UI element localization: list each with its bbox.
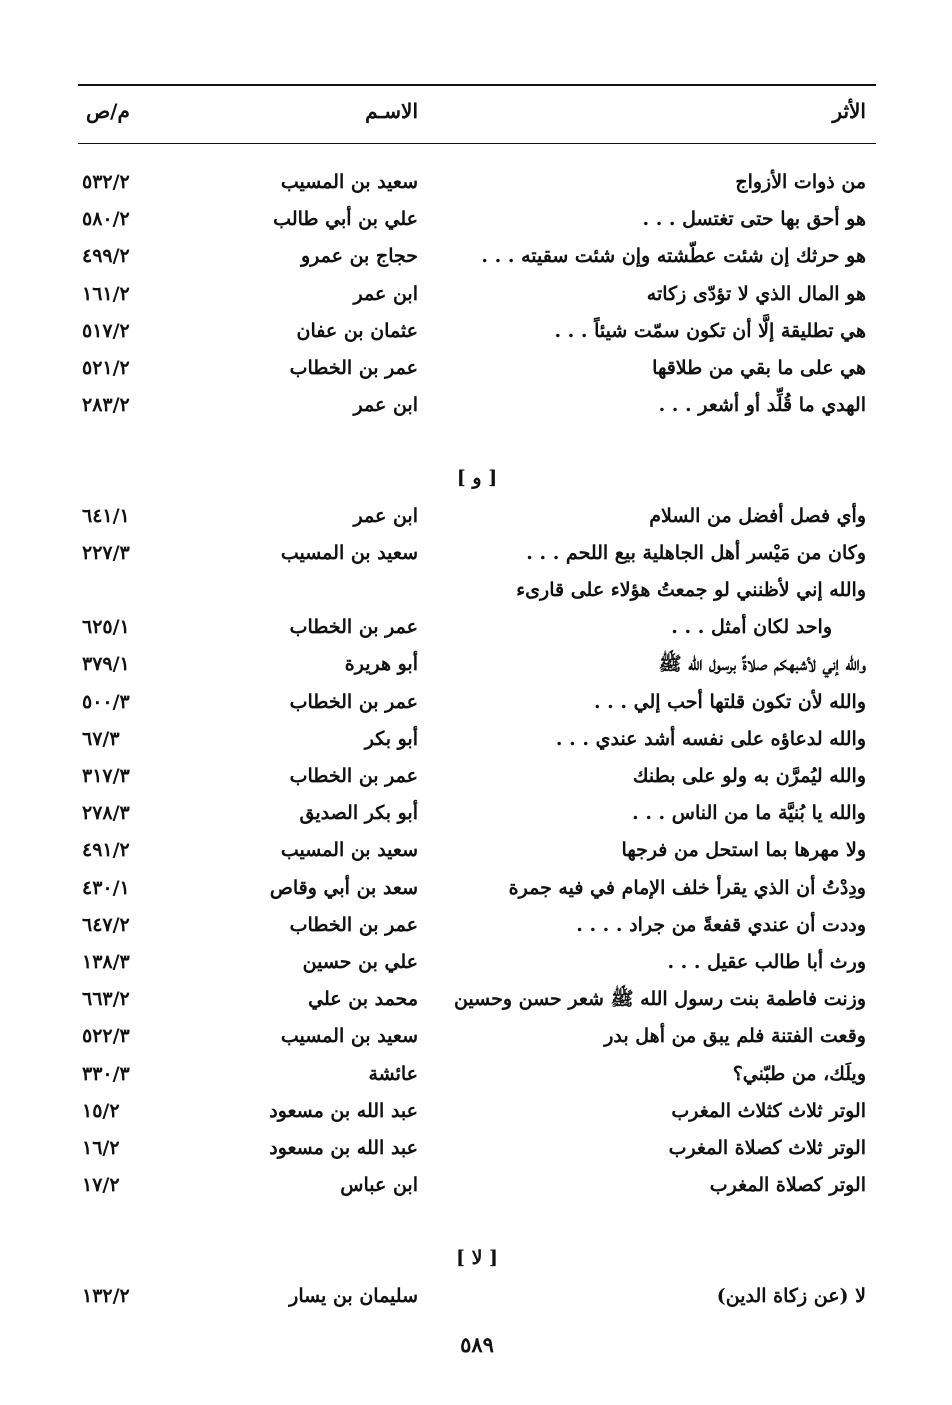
athar-text: وكان من مَيْسر أهل الجاهلية بيع اللحم . . .	[526, 541, 866, 564]
volume-page-ref: ٦٤١/١	[82, 504, 130, 527]
narrator-name: ابن عمر	[353, 282, 418, 305]
narrator-name: عمر بن الخطاب	[289, 616, 418, 639]
athar-text: الوتر ثلاث كثلاث المغرب	[671, 1099, 866, 1122]
narrator-name: عبد الله بن مسعود	[269, 1099, 418, 1122]
athar-text: هي تطليقة إلَّا أن تكون سمّت شيئاً . . .	[554, 319, 866, 342]
table-row	[78, 352, 876, 384]
table-row	[78, 278, 876, 310]
volume-page-ref: ٥٠٠/٣	[82, 690, 130, 713]
volume-page-ref: ١٥/٢	[82, 1099, 120, 1122]
section-heading: [ لا ]	[455, 1247, 499, 1270]
header-rule	[78, 143, 876, 144]
header-athar: الأثر	[832, 99, 866, 123]
narrator-name: سعيد بن المسيب	[280, 541, 418, 564]
volume-page-ref: ٥٢١/٢	[82, 357, 130, 379]
table-row	[78, 797, 876, 829]
narrator-name: علي بن أبي طالب	[273, 208, 418, 231]
volume-page-ref: ١٦/٢	[82, 1137, 120, 1159]
athar-text: والله يا بُنيَّة ما من الناس . . .	[632, 802, 866, 825]
table-row	[78, 648, 876, 680]
narrator-name: محمد بن علي	[308, 988, 418, 1011]
table-row	[78, 872, 876, 904]
table-row	[78, 574, 876, 606]
athar-text: ولا مهرها بما استحل من فرجها	[621, 839, 866, 862]
table-row	[78, 1132, 876, 1164]
volume-page-ref: ٤٣٠/١	[82, 876, 130, 899]
athar-text: وددت أن عندي قفعةً من جراد . . . .	[576, 913, 866, 936]
volume-page-ref: ١٣٨/٣	[82, 951, 130, 973]
table-row	[78, 946, 876, 978]
volume-page-ref: ٢٢٧/٣	[82, 541, 130, 564]
athar-text: والله لدعاؤه على نفسه أشد عندي . . .	[555, 727, 866, 750]
table-row	[78, 834, 876, 866]
athar-text: والله إني لأشبهكم صلاةً برسول الله ﷺ	[658, 653, 866, 676]
index-page	[78, 80, 876, 1380]
athar-text: ورث أبا طالب عقيل . . .	[667, 951, 866, 973]
athar-text: والله إني لأظنني لو جمعتُ هؤلاء على قارىء	[516, 579, 866, 601]
athar-text: هو أحق بها حتى تغتسل . . .	[642, 208, 866, 231]
table-row	[78, 537, 876, 569]
top-rule	[78, 84, 876, 86]
athar-text: هي على ما بقي من طلاقها	[652, 357, 866, 379]
narrator-name: حجاج بن عمرو	[300, 245, 418, 268]
athar-text: واحد لكان أمثل . . .	[671, 616, 832, 639]
table-row	[78, 203, 876, 235]
narrator-name: ابن عباس	[340, 1174, 418, 1197]
narrator-name: عمر بن الخطاب	[289, 765, 418, 787]
volume-page-ref: ٤٩١/٢	[82, 839, 130, 862]
table-row	[78, 389, 876, 421]
table-row	[78, 500, 876, 532]
narrator-name: عمر بن الخطاب	[289, 913, 418, 936]
narrator-name: سليمان بن يسار	[289, 1284, 418, 1307]
volume-page-ref: ٣٣٠/٣	[82, 1062, 130, 1085]
narrator-name: سعيد بن المسيب	[280, 171, 418, 193]
narrator-name: أبو بكر الصديق	[299, 802, 418, 825]
narrator-name: أبو هريرة	[344, 653, 418, 676]
narrator-name: عثمان بن عفان	[296, 319, 418, 342]
table-row	[78, 983, 876, 1015]
narrator-name: سعيد بن المسيب	[280, 1025, 418, 1048]
table-row	[78, 166, 876, 198]
narrator-name: سعيد بن المسيب	[280, 839, 418, 862]
athar-text: وأي فصل أفضل من السلام	[649, 504, 866, 527]
table-row	[78, 240, 876, 272]
volume-page-ref: ١٦١/٢	[82, 282, 130, 305]
table-row	[78, 1280, 876, 1312]
athar-text: وزنت فاطمة بنت رسول الله ﷺ شعر حسن وحسين	[453, 988, 866, 1011]
page-number: ٥٨٩	[460, 1332, 494, 1357]
volume-page-ref: ٢٨٣/٢	[82, 394, 130, 417]
volume-page-ref: ٦٢٥/١	[82, 616, 130, 639]
athar-text: ويلَك، من طبّني؟	[732, 1062, 866, 1085]
narrator-name: عمر بن الخطاب	[289, 357, 418, 379]
athar-text: والله ليُمرَّن به ولو على بطنك	[632, 765, 866, 787]
volume-page-ref: ٥١٧/٢	[82, 319, 130, 342]
athar-text: هو المال الذي لا تؤدّى زكاته	[646, 282, 866, 305]
volume-page-ref: ٥٨٠/٢	[82, 208, 130, 231]
narrator-name: عبد الله بن مسعود	[269, 1137, 418, 1159]
volume-page-ref: ٦٧/٣	[82, 727, 120, 750]
table-row	[78, 315, 876, 347]
athar-text: الوتر ثلاث كصلاة المغرب	[668, 1137, 866, 1159]
athar-text: وقعت الفتنة فلم يبق من أهل بدر	[604, 1025, 866, 1048]
narrator-name: أبو بكر	[364, 727, 418, 750]
table-row	[78, 1095, 876, 1127]
athar-text: هو حرثك إن شئت عطّشته وإن شئت سقيته . . .	[481, 245, 866, 268]
volume-page-ref: ١٧/٢	[82, 1174, 120, 1197]
table-row	[78, 723, 876, 755]
narrator-name: ابن عمر	[353, 504, 418, 527]
athar-text: الوتر كصلاة المغرب	[709, 1174, 866, 1197]
volume-page-ref: ٥٢٢/٣	[82, 1025, 130, 1048]
athar-text: لا (عن زكاة الدين)	[716, 1284, 866, 1307]
narrator-name: عمر بن الخطاب	[289, 690, 418, 713]
narrator-name: سعد بن أبي وقاص	[269, 876, 418, 899]
athar-text: والله لأن تكون قلتها أحب إلي . . .	[593, 690, 866, 713]
table-row	[78, 611, 876, 643]
volume-page-ref: ٣١٧/٣	[82, 765, 130, 787]
athar-text: الهدي ما قُلِّد أو أشعر . . .	[658, 394, 866, 417]
volume-page-ref: ٦٤٧/٢	[82, 913, 130, 936]
volume-page-ref: ٣٧٩/١	[82, 653, 130, 676]
volume-page-ref: ٦٦٣/٢	[82, 988, 130, 1011]
athar-text: من ذوات الأزواج	[735, 171, 866, 193]
table-row	[78, 909, 876, 941]
table-row	[78, 1020, 876, 1052]
table-row	[78, 686, 876, 718]
table-row	[78, 760, 876, 792]
narrator-name: علي بن حسين	[302, 951, 418, 973]
narrator-name: عائشة	[368, 1062, 418, 1085]
header-ref: م/ص	[86, 99, 130, 123]
volume-page-ref: ٤٩٩/٢	[82, 245, 130, 268]
volume-page-ref: ٢٧٨/٣	[82, 802, 130, 825]
table-row	[78, 1058, 876, 1090]
header-name: الاسـم	[365, 99, 418, 123]
volume-page-ref: ٥٣٢/٢	[82, 171, 130, 193]
narrator-name: ابن عمر	[353, 394, 418, 417]
table-row	[78, 1169, 876, 1201]
athar-text: ودِدْتُ أن الذي يقرأ خلف الإمام في فيه جمرة	[508, 876, 866, 899]
volume-page-ref: ١٣٢/٢	[82, 1284, 130, 1307]
section-heading: [ و ]	[456, 467, 498, 490]
